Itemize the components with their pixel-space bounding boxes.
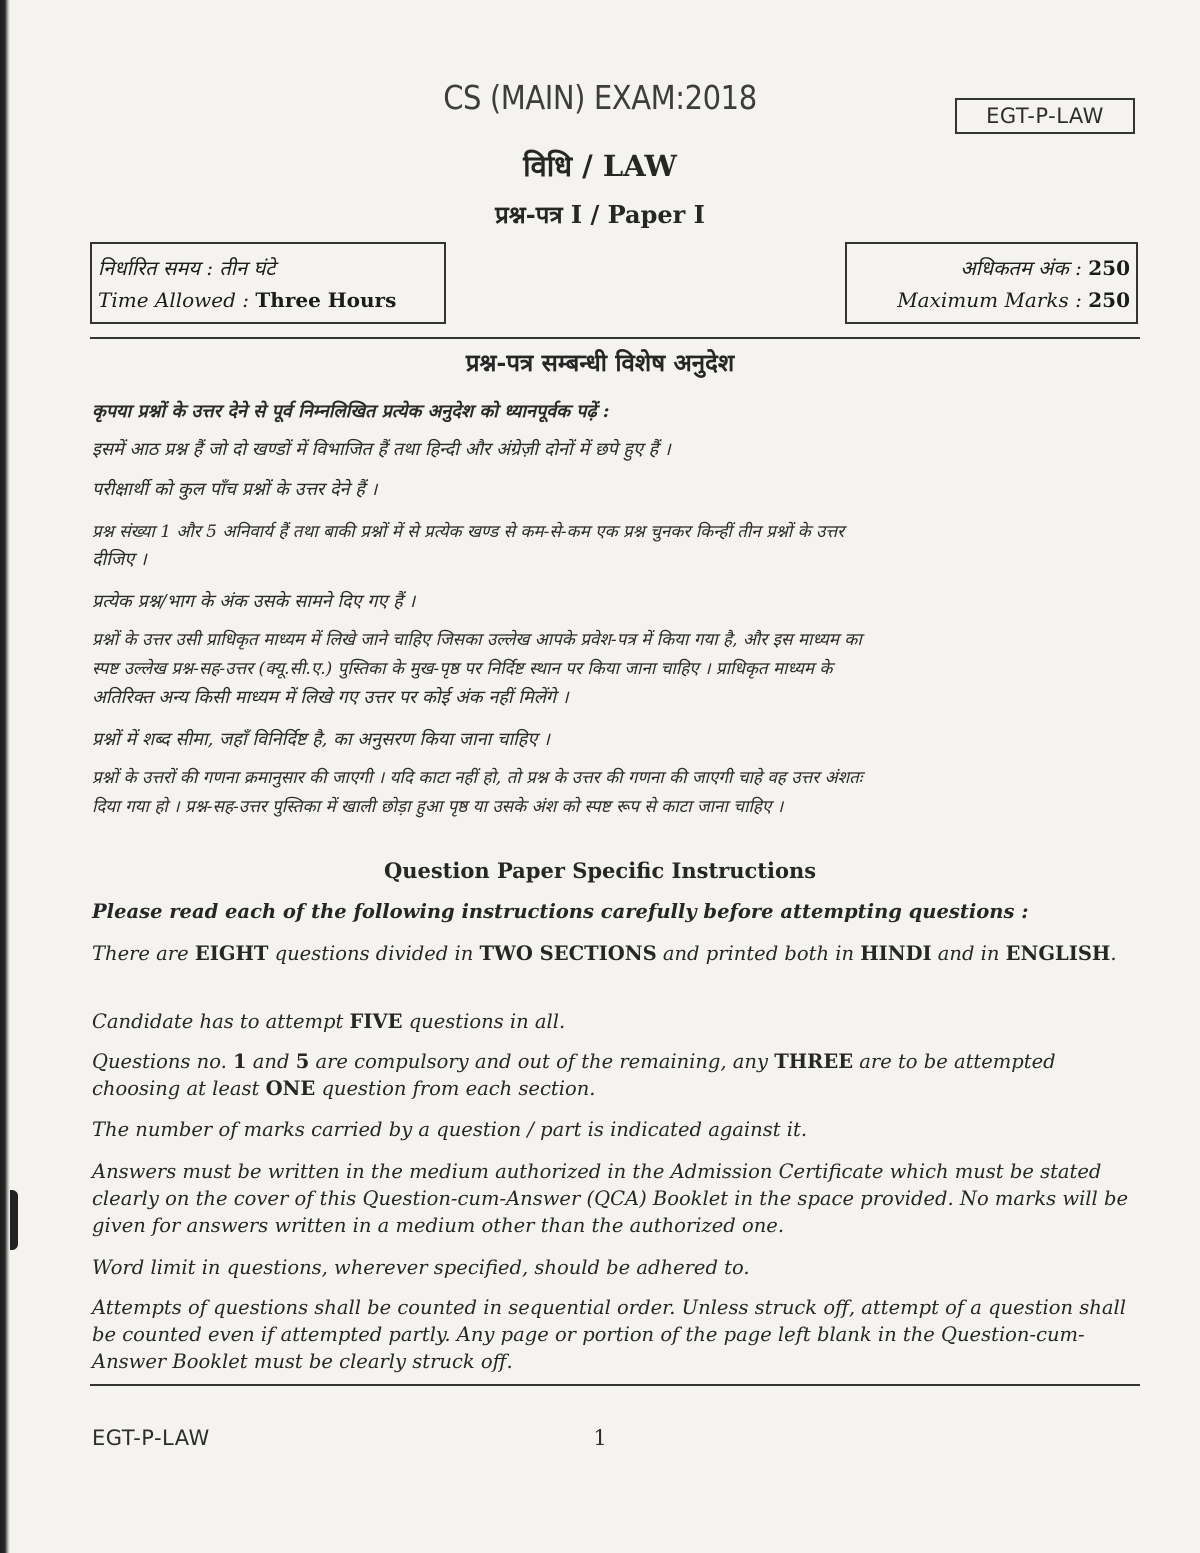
emphasis: HINDI <box>860 942 932 965</box>
emphasis: 5 <box>295 1050 310 1073</box>
maximum-marks-english <box>853 284 1130 316</box>
english-instructions-heading: Question Paper Specific Instructions <box>383 858 817 883</box>
emphasis: THREE <box>774 1050 854 1073</box>
paper-title: प्रश्न-पत्र I / Paper I <box>495 200 705 229</box>
hindi-line-7b: दिया गया हो । प्रश्न-सह-उत्तर पुस्तिका में खाली छोड़ा हुआ पृष्ठ या उसके अंश को स्पष्ट रूप से काटा जाना चाहिए । <box>92 797 784 817</box>
hindi-line-6: प्रश्नों में शब्द सीमा, जहाँ विनिर्दिष्ट है, का अनुसरण किया जाना चाहिए । <box>92 729 550 750</box>
hindi-line-3b: दीजिए । <box>92 549 147 570</box>
time-allowed-box <box>90 242 446 324</box>
text-run: questions divided in <box>268 942 480 965</box>
text-run: Questions no. <box>92 1050 234 1073</box>
english-intro: Please read each of the following instructions carefully before attempting questions : <box>92 900 1029 923</box>
text-run: and in <box>931 942 1006 965</box>
emphasis: ENGLISH <box>1005 942 1111 965</box>
hindi-line-5a: प्रश्नों के उत्तर उसी प्राधिकृत माध्यम में लिखे जाने चाहिए जिसका उल्लेख आपके प्रवेश-पत्र में किया गया है, और इस माध्यम का <box>92 630 862 650</box>
time-allowed-label: Time Allowed : <box>98 288 256 312</box>
hindi-line-1: इसमें आठ प्रश्न हैं जो दो खण्डों में विभाजित हैं तथा हिन्दी और अंग्रेज़ी दोनों में छपे हुए हैं । <box>92 439 671 460</box>
text-run: and <box>246 1050 296 1073</box>
text-run: There are <box>92 942 195 965</box>
text-run: are to be attempted choosing at least <box>92 1050 1056 1100</box>
maximum-marks-hindi-label: अधिकतम अंक : <box>960 256 1089 280</box>
hindi-instructions-heading: प्रश्न-पत्र सम्बन्धी विशेष अनुदेश <box>465 348 735 377</box>
english-instruction-4: The number of marks carried by a question / part is indicated against it. <box>92 1118 808 1141</box>
exam-title: CS (MAIN) EXAM:2018 <box>443 78 757 117</box>
emphasis: ONE <box>265 1077 316 1100</box>
time-allowed-english <box>98 284 438 316</box>
english-instruction-6: Word limit in questions, wherever specified, should be adhered to. <box>92 1256 750 1279</box>
text-run: and printed both in <box>656 942 861 965</box>
text-run: questions in all. <box>402 1010 566 1033</box>
subject-title: विधि / LAW <box>523 149 677 183</box>
hindi-line-3a: प्रश्न संख्या 1 और 5 अनिवार्य हैं तथा बाकी प्रश्नों में से प्रत्येक खण्ड से कम-से-कम एक प्रश्न चुनकर किन्हीं तीन प्रश्नों के उत्तर <box>92 522 845 542</box>
text-run: . <box>1110 942 1117 965</box>
emphasis: TWO SECTIONS <box>479 942 657 965</box>
english-instruction-5: Answers must be written in the medium authorized in the Admission Certificate which must be stated clearly on the cover of this Question-cum-Answer (QCA) Booklet in the space provided. No marks will be given for answers written in a medium other than the authorized one. <box>92 1160 1128 1237</box>
english-instruction-3 <box>92 1048 1138 1102</box>
maximum-marks-hindi <box>853 252 1130 284</box>
time-allowed-value: Three Hours <box>255 288 397 312</box>
hindi-line-5b: स्पष्ट उल्लेख प्रश्न-सह-उत्तर (क्यू.सी.ए.) पुस्तिका के मुख-पृष्ठ पर निर्दिष्ट स्थान पर किया जाना चाहिए । प्राधिकृत माध्यम के <box>92 659 833 679</box>
text-run: question from each section. <box>315 1077 596 1100</box>
emphasis: EIGHT <box>194 942 269 965</box>
emphasis: 1 <box>233 1050 247 1073</box>
hindi-line-2: परीक्षार्थी को कुल पाँच प्रश्नों के उत्तर देने हैं । <box>92 479 378 500</box>
maximum-marks-english-value: 250 <box>1088 288 1130 312</box>
english-instruction-2 <box>92 1008 1138 1035</box>
hindi-intro: कृपया प्रश्नों के उत्तर देने से पूर्व निम्नलिखित प्रत्येक अनुदेश को ध्यानपूर्वक पढ़ें : <box>92 401 610 422</box>
english-instruction-1 <box>92 940 1138 967</box>
hindi-line-7a: प्रश्नों के उत्तरों की गणना क्रमानुसार की जाएगी । यदि काटा नहीं हो, तो प्रश्न के उत्तर की गणना की जाएगी चाहे वह उत्तर अंशतः <box>92 768 863 788</box>
page-number: 1 <box>593 1426 607 1450</box>
maximum-marks-english-label: Maximum Marks : <box>897 288 1089 312</box>
hindi-line-5c: अतिरिक्त अन्य किसी माध्यम में लिखे गए उत्तर पर कोई अंक नहीं मिलेंगे । <box>92 687 569 708</box>
scan-edge <box>0 0 10 1553</box>
divider-top <box>90 337 1140 339</box>
hindi-line-4: प्रत्येक प्रश्न/भाग के अंक उसके सामने दिए गए हैं । <box>92 591 416 612</box>
footer-paper-code: EGT-P-LAW <box>92 1426 210 1450</box>
time-allowed-hindi: निर्धारित समय : तीन घंटे <box>98 256 276 280</box>
paper-code-box: EGT-P-LAW <box>955 98 1135 134</box>
maximum-marks-hindi-value: 250 <box>1088 256 1130 280</box>
emphasis: FIVE <box>349 1010 403 1033</box>
text-run: are compulsory and out of the remaining, any <box>309 1050 775 1073</box>
text-run: Candidate has to attempt <box>92 1010 350 1033</box>
maximum-marks-box <box>845 242 1138 324</box>
scan-binding-mark <box>10 1190 18 1250</box>
english-instruction-7: Attempts of questions shall be counted in sequential order. Unless struck off, attempt of a question shall be counted even if attempted partly. Any page or portion of the page left blank in the Question-cum-Answer Booklet must be clearly struck off. <box>92 1296 1126 1373</box>
divider-bottom <box>90 1384 1140 1386</box>
